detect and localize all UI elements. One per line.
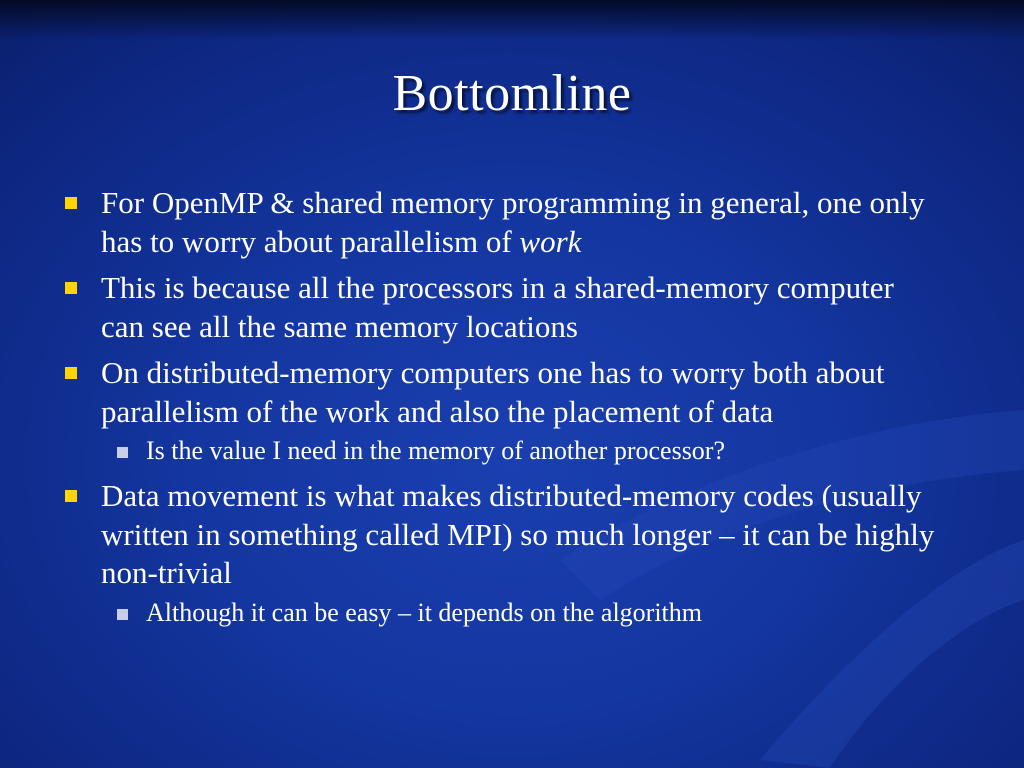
slide-title: Bottomline [392,65,632,122]
sub-bullet-text: Although it can be easy – it depends on the algorithm [146,597,702,627]
square-sub-bullet-icon [117,447,128,458]
bullet-text: This is because all the processors in a shared-memory computer can see all the same memory locations [101,270,894,344]
bullet-item [60,184,940,261]
bullet-text: Data movement is what makes distributed-memory codes (usually written in something called MPI) so much longer – it can be highly non-trivial [101,478,935,590]
square-bullet-icon [65,490,77,502]
square-bullet-icon [65,197,77,209]
bullet-item [60,354,940,431]
bullet-text: For OpenMP & shared memory programming in general, one only has to worry about parallelism of work [101,185,925,259]
bullet-item [60,477,940,593]
sub-bullet-text: Is the value I need in the memory of another processor? [146,436,726,465]
sub-bullet-item [60,435,940,467]
emphasis-text: work [519,223,582,259]
bullet-list [60,184,940,639]
bullet-text: On distributed-memory computers one has to worry both about parallelism of the work and also the placement of data [101,355,885,429]
square-bullet-icon [65,367,77,379]
sub-bullet-item [60,597,940,629]
bullet-item [60,269,940,346]
square-bullet-icon [65,282,77,294]
square-sub-bullet-icon [117,609,128,620]
